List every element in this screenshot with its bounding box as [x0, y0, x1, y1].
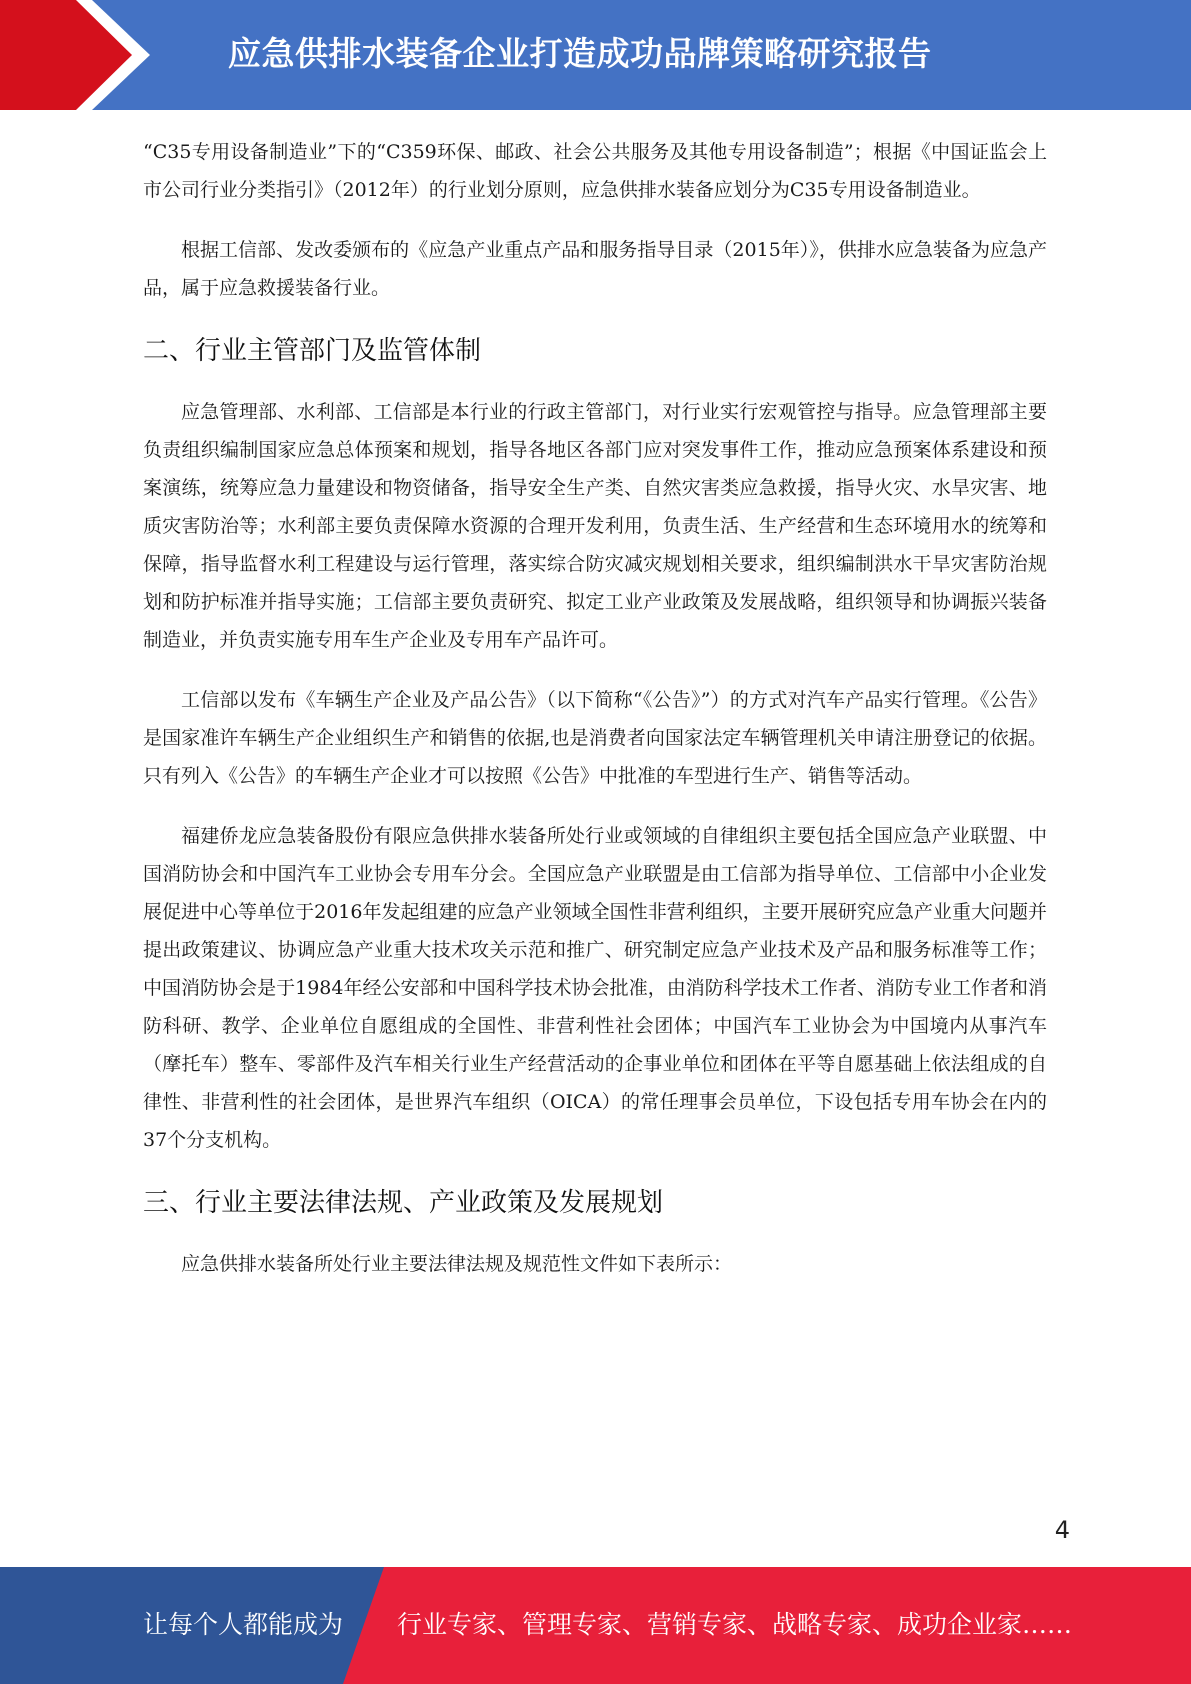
page-number: 4: [1054, 1516, 1070, 1544]
section-heading-regulators: 二、行业主管部门及监管体制: [143, 336, 482, 366]
paragraph-industry-classification: “C35专用设备制造业”下的“C359环保、邮政、社会公共服务及其他专用设备制造”；根据《中国证监会上市公司行业分类指引》（2012年）的行业划分原则，应急供排水装备应划分为C35专用设备制造业。: [143, 141, 1047, 201]
page-header: [0, 0, 1191, 110]
paragraph-vehicle-announcement: 工信部以发布《车辆生产企业及产品公告》（以下简称“《公告》”）的方式对汽车产品实行管理。《公告》是国家准许车辆生产企业组织生产和销售的依据,也是消费者向国家法定车辆管理机关申请注册登记的依据。只有列入《公告》的车辆生产企业才可以按照《公告》中批准的车型进行生产、销售等活动。: [143, 689, 1047, 787]
paragraph-regulator-duties: 应急管理部、水利部、工信部是本行业的行政主管部门，对行业实行宏观管控与指导。应急管理部主要负责组织编制国家应急总体预案和规划，指导各地区各部门应对突发事件工作，推动应急预案体系建设和预案演练，统筹应急力量建设和物资储备，指导安全生产类、自然灾害类应急救援，指导火灾、水旱灾害、地质灾害防治等；水利部主要负责保障水资源的合理开发利用，负责生活、生产经营和生态环境用水的统筹和保障，指导监督水利工程建设与运行管理，落实综合防灾减灾规划相关要求，组织编制洪水干旱灾害防治规划和防护标准并指导实施；工信部主要负责研究、拟定工业产业政策及发展战略，组织领导和协调振兴装备制造业，并负责实施专用车生产企业及专用车产品许可。: [143, 401, 1047, 651]
section-heading-laws-policies: 三、行业主要法律法规、产业政策及发展规划: [143, 1188, 664, 1218]
page-footer: [0, 1567, 1191, 1684]
footer-slogan-right: 行业专家、管理专家、营销专家、战略专家、成功企业家……: [397, 1610, 1073, 1639]
paragraph-self-regulatory-orgs: 福建侨龙应急装备股份有限应急供排水装备所处行业或领域的自律组织主要包括全国应急产业联盟、中国消防协会和中国汽车工业协会专用车分会。全国应急产业联盟是由工信部为指导单位、工信部中小企业发展促进中心等单位于2016年发起组建的应急产业领域全国性非营利组织，主要开展研究应急产业重大问题并提出政策建议、协调应急产业重大技术攻关示范和推广、研究制定应急产业技术及产品和服务标准等工作；中国消防协会是于1984年经公安部和中国科学技术协会批准，由消防科学技术工作者、消防专业工作者和消防科研、教学、企业单位自愿组成的全国性、非营利性社会团体；中国汽车工业协会为中国境内从事汽车（摩托车）整车、零部件及汽车相关行业生产经营活动的企事业单位和团体在平等自愿基础上依法组成的自律性、非营利性的社会团体，是世界汽车组织（OICA）的常任理事会员单位，下设包括专用车协会在内的37个分支机构。: [143, 825, 1047, 1151]
footer-slogan-left: 让每个人都能成为: [143, 1610, 344, 1639]
report-title: 应急供排水装备企业打造成功品牌策略研究报告: [228, 34, 932, 73]
paragraph-table-intro: 应急供排水装备所处行业主要法律法规及规范性文件如下表所示：: [181, 1253, 733, 1275]
document-body: [143, 133, 1047, 1305]
paragraph-emergency-catalog: 根据工信部、发改委颁布的《应急产业重点产品和服务指导目录（2015年）》，供排水应急装备为应急产品，属于应急救援装备行业。: [143, 239, 1047, 299]
